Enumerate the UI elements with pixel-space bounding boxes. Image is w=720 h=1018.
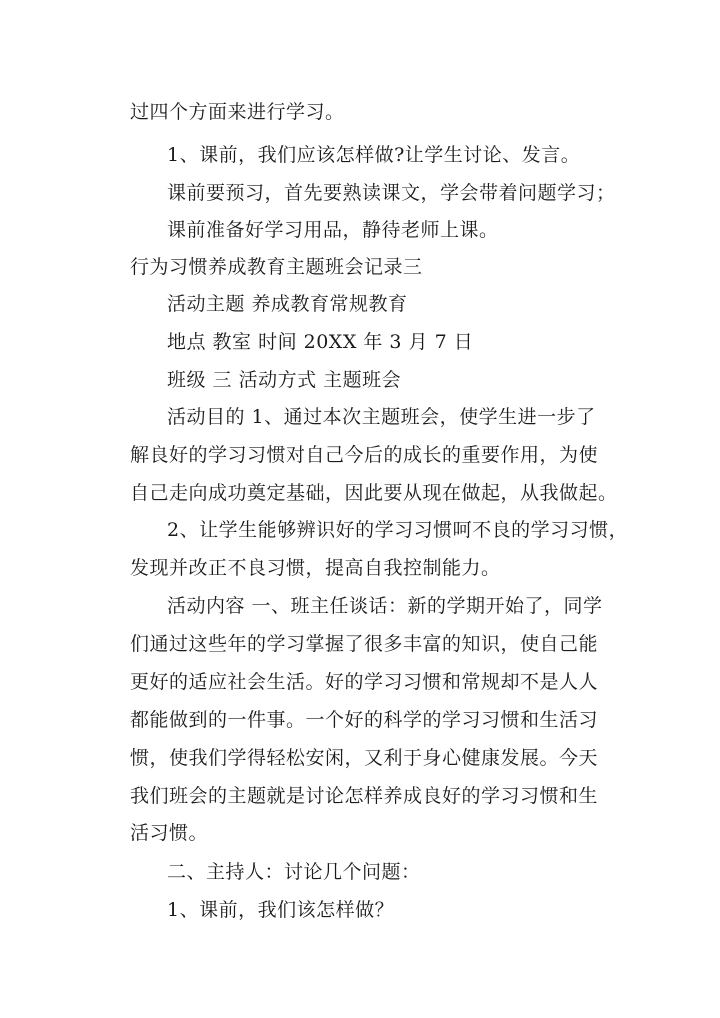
text-line: 二、主持人：讨论几个问题： [167,861,421,883]
text-line: 更好的适应社会生活。好的学习习惯和常规却不是人人 [130,671,599,693]
text-line: 活动目的 1、通过本次主题班会，使学生进一步了 [167,406,596,428]
text-line: 自己走向成功奠定基础，因此要从现在做起，从我做起。 [130,482,618,504]
section-heading: 行为习惯养成教育主题班会记录三 [130,256,423,278]
text-line: 1、课前，我们该怎样做？ [167,899,395,921]
text-line: 发现并改正不良习惯，提高自我控制能力。 [130,557,501,579]
text-line: 班级 三 活动方式 主题班会 [167,369,402,391]
text-line: 课前要预习，首先要熟读课文，学会带着问题学习； [167,182,616,204]
text-line: 2、让学生能够辨识好的学习习惯呵不良的学习习惯， [167,519,629,541]
text-line: 解良好的学习习惯对自己今后的成长的重要作用，为使 [130,444,599,466]
text-line: 活习惯。 [130,822,209,844]
text-line: 课前准备好学习用品，静待老师上课。 [167,219,499,241]
text-line: 都能做到的一件事。一个好的科学的学习习惯和生活习 [130,709,599,731]
text-line: 活动内容 一、班主任谈话：新的学期开始了，同学 [167,595,603,617]
text-line: 们通过这些年的学习掌握了很多丰富的知识，使自己能 [130,633,599,655]
text-line: 地点 教室 时间 20XX 年 3 月 7 日 [167,331,474,353]
text-line: 惯，使我们学得轻松安闲，又利于身心健康发展。今天 [130,747,599,769]
text-line: 过四个方面来进行学习。 [130,101,345,123]
text-line: 1、课前，我们应该怎样做?让学生讨论、发言。 [167,144,581,166]
text-line: 活动主题 养成教育常规教育 [167,293,408,315]
text-line: 我们班会的主题就是讨论怎样养成良好的学习习惯和生 [130,785,599,807]
